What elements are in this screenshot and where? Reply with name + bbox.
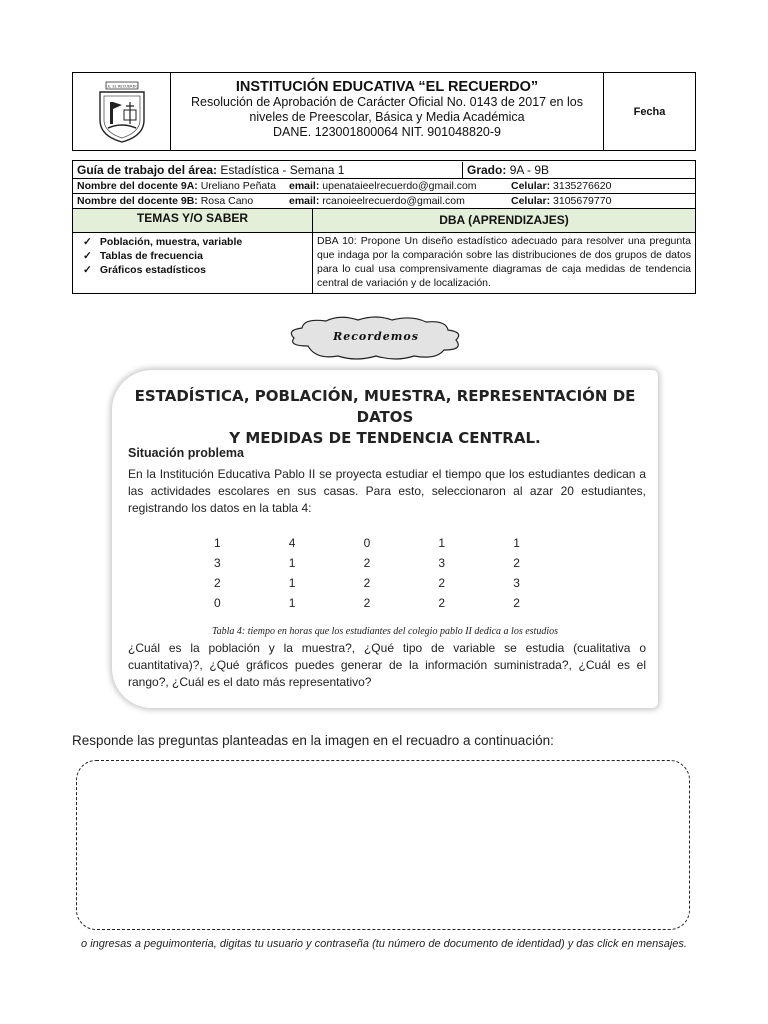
- guide-row: [73, 161, 695, 179]
- tema-text: Gráficos estadísticos: [99, 264, 207, 276]
- cel-9a-cell: [507, 179, 615, 193]
- table-cell: 2: [363, 596, 371, 610]
- dba-text: DBA 10: Propone Un diseño estadístico adecuado para resolver una pregunta que indaga por la comparación sobre las distribuciones de dos grupos de datos para lo cual usa comprensivamente diagramas de caja medidas de tendencia central de variación y de localización.: [317, 235, 691, 289]
- grade-value: 9A - 9B: [509, 162, 550, 177]
- teacher-9a-cell: [73, 179, 285, 193]
- teacher-9b-label: Nombre del docente 9B:: [77, 195, 198, 207]
- answer-box[interactable]: [76, 760, 690, 930]
- tema-text: Tablas de frecuencia: [99, 250, 203, 262]
- table-cell: 1: [438, 536, 446, 550]
- tema-text: Población, muestra, variable: [99, 236, 243, 248]
- card-subtitle: Situación problema: [128, 446, 244, 460]
- table-cell: 2: [363, 556, 371, 570]
- card-questions: ¿Cuál es la población y la muestra?, ¿Qué tipo de variable se estudia (cualitativa o cuantitativa)?, ¿Qué gráficos puedes generar de la información suministrada?, ¿Cuál es el rango?, ¿Cuál es el dato más representativo?: [128, 641, 646, 689]
- table-cell: 2: [513, 596, 520, 610]
- cel-9b-value: 3105679770: [553, 195, 612, 207]
- table-cell: 3: [438, 556, 446, 570]
- table-cell: 4: [288, 536, 296, 550]
- topics-header-row: [73, 209, 695, 233]
- checkmark-icon: ✓: [83, 236, 92, 248]
- guide-cell: [73, 162, 463, 178]
- cel-9b-label: Celular:: [511, 195, 551, 207]
- date-label: Fecha: [633, 105, 666, 118]
- guide-label: Guía de trabajo del área:: [77, 162, 218, 177]
- teacher-9a-row: [73, 179, 695, 194]
- cel-9a-value: 3135276620: [553, 180, 612, 192]
- levels-line: niveles de Preescolar, Básica y Media Académica: [249, 110, 525, 124]
- topics-content-row: [73, 233, 695, 293]
- problem-image-card: [112, 370, 658, 708]
- card-title-line2: Y MEDIDAS DE TENDENCIA CENTRAL.: [229, 429, 541, 447]
- teacher-9b-name: Rosa Cano: [200, 195, 254, 207]
- instruction-text: Responde las preguntas planteadas en la imagen en el recuadro a continuación:: [72, 733, 554, 748]
- email-9a-cell: [285, 179, 507, 193]
- school-logo: [73, 73, 171, 150]
- email-9b-label: email:: [289, 195, 320, 207]
- table-cell: 1: [288, 576, 296, 590]
- card-title: [112, 386, 658, 449]
- list-item: [77, 235, 308, 249]
- table-cell: 1: [288, 596, 296, 610]
- table-cell: 2: [214, 576, 221, 590]
- table-cell: 2: [363, 576, 371, 590]
- guide-value: Estadística - Semana 1: [220, 162, 345, 177]
- teacher-9a-label: Nombre del docente 9A:: [77, 180, 198, 192]
- school-crest-icon: [94, 80, 150, 144]
- data-table: [214, 536, 588, 610]
- table-cell: 1: [513, 536, 520, 550]
- grade-label: Grado:: [467, 162, 507, 177]
- resolution-line: Resolución de Aprobación de Carácter Oficial No. 0143 de 2017 en los: [191, 95, 583, 109]
- cel-9a-label: Celular:: [511, 180, 551, 192]
- institution-title: INSTITUCIÓN EDUCATIVA “EL RECUERDO”: [235, 79, 539, 95]
- table-cell: 2: [438, 576, 446, 590]
- grade-cell: [463, 162, 553, 178]
- email-9b-value[interactable]: rcanoieelrecuerdo@gmail.com: [322, 195, 465, 207]
- temas-header: TEMAS Y/O SABER: [73, 209, 313, 232]
- table-cell: 3: [513, 576, 520, 590]
- teacher-9b-cell: [73, 194, 285, 208]
- table-cell: 2: [513, 556, 520, 570]
- list-item: [77, 249, 308, 263]
- teacher-9b-row: [73, 194, 695, 209]
- email-9a-label: email:: [289, 180, 320, 192]
- footer-text: o ingresas a peguimonteria, digitas tu usuario y contraseña (tu número de documento de identidad) y das click en mensajes.: [81, 938, 687, 950]
- table-cell: 1: [288, 556, 296, 570]
- table-cell: 1: [214, 536, 221, 550]
- teacher-9a-name: Ureliano Peñata: [200, 180, 277, 192]
- info-table: [72, 160, 696, 294]
- table-cell: 3: [214, 556, 221, 570]
- checkmark-icon: ✓: [83, 264, 92, 276]
- logo-text: I.E. EL RECUERDO: [105, 84, 138, 88]
- cel-9b-cell: [507, 194, 615, 208]
- list-item: [77, 263, 308, 277]
- card-paragraph: En la Institución Educativa Pablo II se proyecta estudiar el tiempo que los estudiantes dedican a las actividades escolares en sus casas. Para esto, seleccionaron al azar 20 estudiantes, registrando los datos en la tabla 4:: [128, 467, 646, 515]
- recordemos-label: Recordemos: [333, 330, 419, 343]
- table-caption: Tabla 4: tiempo en horas que los estudiantes del colegio pablo II dedica a los estudios: [212, 626, 558, 637]
- dba-header: DBA (APRENDIZAJES): [439, 213, 569, 227]
- card-title-line1: ESTADÍSTICA, POBLACIÓN, MUESTRA, REPRESENTACIÓN DE DATOS: [134, 387, 636, 426]
- temas-list: [73, 233, 313, 293]
- table-cell: 0: [363, 536, 371, 550]
- dane-nit-line: DANE. 123001800064 NIT. 901048820-9: [273, 125, 501, 139]
- table-cell: 0: [214, 596, 221, 610]
- header-info: [171, 73, 604, 150]
- checkmark-icon: ✓: [83, 250, 92, 262]
- email-9b-cell: [285, 194, 507, 208]
- header-table: [72, 72, 696, 151]
- table-cell: 2: [438, 596, 446, 610]
- email-9a-value[interactable]: upenataieelrecuerdo@gmail.com: [322, 180, 477, 192]
